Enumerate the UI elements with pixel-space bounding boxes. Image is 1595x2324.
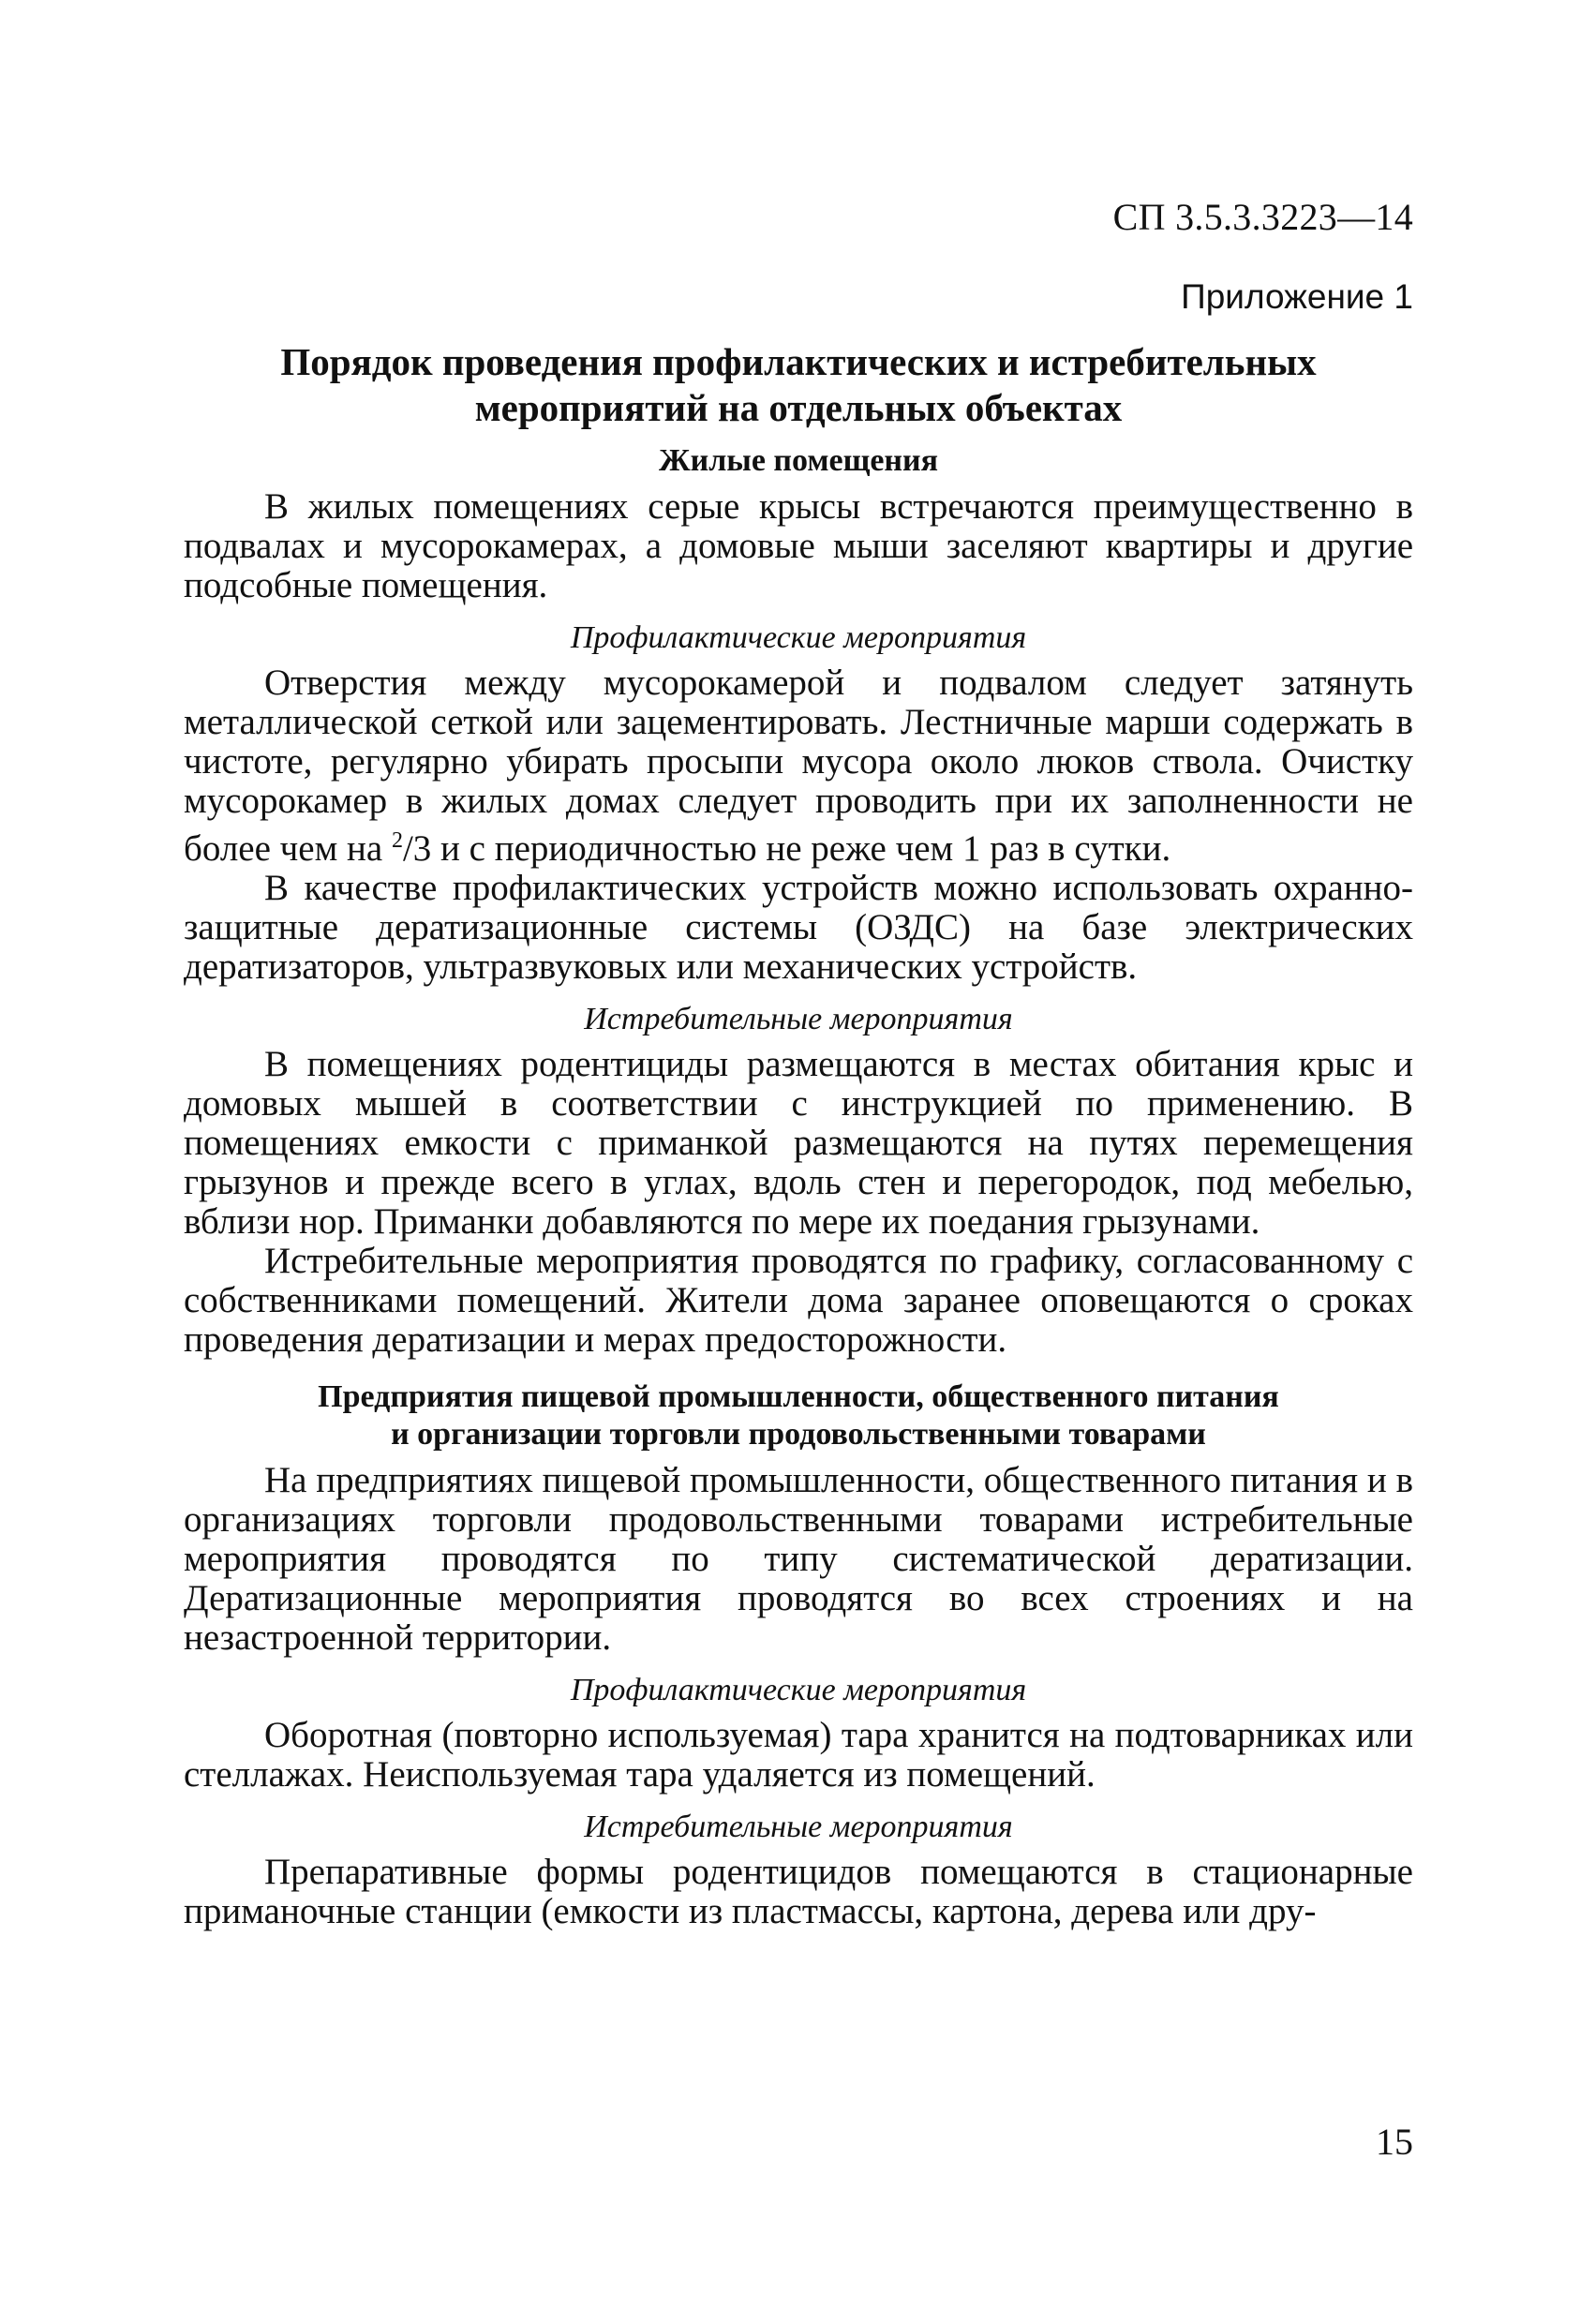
subsection-heading-preventive: Профилактические мероприятия bbox=[570, 620, 1027, 655]
heading-line: и организации торговли продовольственными товарами bbox=[391, 1417, 1206, 1452]
page-number: 15 bbox=[1376, 2121, 1413, 2163]
section-heading-food-industry bbox=[184, 1378, 1413, 1453]
paragraph: Оборотная (повторно используемая) тара хранится на подтоварниках или стеллажах. Неиспользуемая тара удаляется из помещений. bbox=[184, 1715, 1413, 1795]
document-code: СП 3.5.3.3223—14 bbox=[1112, 196, 1413, 238]
title-line: Порядок проведения профилактических и истребительных bbox=[280, 340, 1317, 383]
paragraph: Истребительные мероприятия проводятся по графику, согласованному с собственниками помещений. Жители дома заранее оповещаются о сроках проведения дератизации и мерах предосторожности. bbox=[184, 1241, 1413, 1360]
subsection-heading-preventive: Профилактические мероприятия bbox=[570, 1673, 1027, 1707]
fraction-numerator: 2 bbox=[391, 828, 403, 853]
subsection-heading-extermination: Истребительные мероприятия bbox=[584, 1002, 1013, 1036]
subsection-heading-extermination: Истребительные мероприятия bbox=[584, 1810, 1013, 1844]
paragraph bbox=[184, 663, 1413, 869]
appendix-label: Приложение 1 bbox=[1181, 277, 1413, 316]
paragraph: Препаративные формы родентицидов помещаются в стационарные приманочные станции (емкости из пластмассы, картона, дерева или дру- bbox=[184, 1852, 1413, 1931]
paragraph: В жилых помещениях серые крысы встречаются преимущественно в подвалах и мусорокамерах, а домовые мыши заселяют квартиры и другие подсобные помещения. bbox=[184, 486, 1413, 605]
document-page bbox=[184, 0, 1413, 2324]
document-title bbox=[221, 339, 1376, 431]
paragraph: В помещениях родентициды размещаются в местах обитания крыс и домовых мышей в соответствии с инструкцией по применению. В помещениях емкости с приманкой размещаются на путях перемещения грызунов и прежде всего в углах, вдоль стен и перегородок, под мебелью, вблизи нор. Приманки добавляются по мере их поедания грызунами. bbox=[184, 1044, 1413, 1242]
paragraph: На предприятиях пищевой промышленности, общественного питания и в организациях торговли продовольственными товарами истребительные мероприятия проводятся по типу систематической дератизации. Дератизационные мероприятия проводятся во всех строениях и на незастроенной территории. bbox=[184, 1460, 1413, 1658]
paragraph-text: и с периодичностью не реже чем 1 раз в сутки. bbox=[431, 828, 1171, 869]
document-body bbox=[184, 339, 1413, 1931]
section-heading-residential: Жилые помещения bbox=[659, 443, 938, 478]
paragraph-text: Отверстия между мусорокамерой и подвалом следует затянуть металлической сеткой или зацементировать. Лестничные марши содержать в чистоте, регулярно убирать просыпи мусора около люков ствола. Очистку мусорокамер в жилых домах следует проводить при их заполненности не более чем на bbox=[184, 663, 1413, 869]
heading-line: Предприятия пищевой промышленности, общественного питания bbox=[318, 1379, 1279, 1414]
fraction-denominator: /3 bbox=[402, 828, 432, 869]
title-line: мероприятий на отдельных объектах bbox=[474, 386, 1123, 429]
paragraph: В качестве профилактических устройств можно использовать охранно-защитные дератизационные системы (ОЗДС) на базе электрических дератизаторов, ультразвуковых или механических устройств. bbox=[184, 868, 1413, 987]
